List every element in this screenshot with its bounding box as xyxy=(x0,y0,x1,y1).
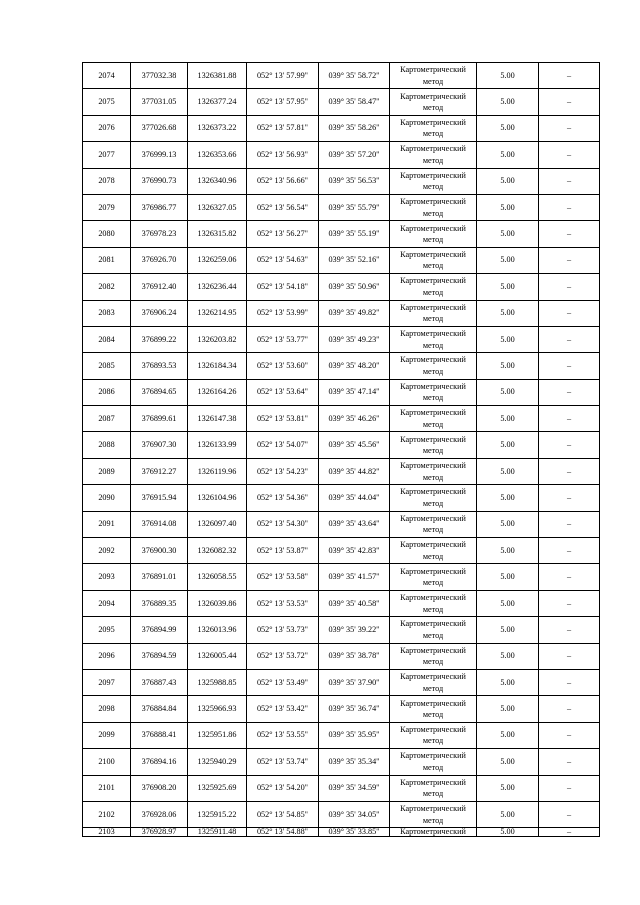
y-coordinate-cell: 1326377.24 xyxy=(188,89,247,115)
table-row xyxy=(83,115,600,141)
method-cell: Картометрический метод xyxy=(390,115,477,141)
note-cell: – xyxy=(539,63,600,89)
x-coordinate-cell: 376891.01 xyxy=(131,564,188,590)
longitude-cell: 039° 35' 44.82" xyxy=(319,458,390,484)
table-row xyxy=(83,538,600,564)
table-row xyxy=(83,194,600,220)
note-cell: – xyxy=(539,432,600,458)
table-row xyxy=(83,617,600,643)
longitude-cell: 039° 35' 34.59" xyxy=(319,775,390,801)
note-cell: – xyxy=(539,115,600,141)
longitude-cell: 039° 35' 45.56" xyxy=(319,432,390,458)
accuracy-cell: 5.00 xyxy=(477,142,539,168)
y-coordinate-cell: 1326097.40 xyxy=(188,511,247,537)
latitude-cell: 052° 13' 53.72" xyxy=(247,643,319,669)
x-coordinate-cell: 376990.73 xyxy=(131,168,188,194)
point-number-cell: 2090 xyxy=(83,485,131,511)
latitude-cell: 052° 13' 53.99" xyxy=(247,300,319,326)
longitude-cell: 039° 35' 37.90" xyxy=(319,669,390,695)
accuracy-cell: 5.00 xyxy=(477,326,539,352)
table-row xyxy=(83,828,600,837)
accuracy-cell: 5.00 xyxy=(477,247,539,273)
point-number-cell: 2099 xyxy=(83,722,131,748)
note-cell: – xyxy=(539,274,600,300)
accuracy-cell: 5.00 xyxy=(477,63,539,89)
y-coordinate-cell: 1325915.22 xyxy=(188,801,247,827)
point-number-cell: 2101 xyxy=(83,775,131,801)
table-row xyxy=(83,406,600,432)
table-body xyxy=(83,63,600,837)
point-number-cell: 2089 xyxy=(83,458,131,484)
point-number-cell: 2100 xyxy=(83,749,131,775)
method-cell: Картометрический метод xyxy=(390,775,477,801)
x-coordinate-cell: 376999.13 xyxy=(131,142,188,168)
y-coordinate-cell: 1326058.55 xyxy=(188,564,247,590)
point-number-cell: 2102 xyxy=(83,801,131,827)
latitude-cell: 052° 13' 57.99" xyxy=(247,63,319,89)
longitude-cell: 039° 35' 33.85" xyxy=(319,828,390,837)
longitude-cell: 039° 35' 48.20" xyxy=(319,353,390,379)
y-coordinate-cell: 1326327.05 xyxy=(188,194,247,220)
latitude-cell: 052° 13' 54.63" xyxy=(247,247,319,273)
table-row xyxy=(83,643,600,669)
x-coordinate-cell: 377031.05 xyxy=(131,89,188,115)
latitude-cell: 052° 13' 53.73" xyxy=(247,617,319,643)
point-number-cell: 2085 xyxy=(83,353,131,379)
method-cell: Картометрический метод xyxy=(390,406,477,432)
latitude-cell: 052° 13' 54.18" xyxy=(247,274,319,300)
accuracy-cell: 5.00 xyxy=(477,696,539,722)
x-coordinate-cell: 376894.16 xyxy=(131,749,188,775)
latitude-cell: 052° 13' 53.49" xyxy=(247,669,319,695)
x-coordinate-cell: 377026.68 xyxy=(131,115,188,141)
note-cell: – xyxy=(539,722,600,748)
table-row xyxy=(83,590,600,616)
y-coordinate-cell: 1326119.96 xyxy=(188,458,247,484)
y-coordinate-cell: 1325911.48 xyxy=(188,828,247,837)
accuracy-cell: 5.00 xyxy=(477,775,539,801)
y-coordinate-cell: 1325966.93 xyxy=(188,696,247,722)
longitude-cell: 039° 35' 57.20" xyxy=(319,142,390,168)
x-coordinate-cell: 376888.41 xyxy=(131,722,188,748)
accuracy-cell: 5.00 xyxy=(477,221,539,247)
note-cell: – xyxy=(539,749,600,775)
latitude-cell: 052° 13' 53.64" xyxy=(247,379,319,405)
x-coordinate-cell: 376899.22 xyxy=(131,326,188,352)
note-cell: – xyxy=(539,669,600,695)
y-coordinate-cell: 1326039.86 xyxy=(188,590,247,616)
method-cell: Картометрический метод xyxy=(390,353,477,379)
point-number-cell: 2091 xyxy=(83,511,131,537)
table-row xyxy=(83,274,600,300)
latitude-cell: 052° 13' 53.55" xyxy=(247,722,319,748)
accuracy-cell: 5.00 xyxy=(477,194,539,220)
point-number-cell: 2098 xyxy=(83,696,131,722)
point-number-cell: 2082 xyxy=(83,274,131,300)
y-coordinate-cell: 1326013.96 xyxy=(188,617,247,643)
note-cell: – xyxy=(539,194,600,220)
accuracy-cell: 5.00 xyxy=(477,406,539,432)
coordinates-table xyxy=(82,62,600,837)
accuracy-cell: 5.00 xyxy=(477,617,539,643)
latitude-cell: 052° 13' 57.81" xyxy=(247,115,319,141)
longitude-cell: 039° 35' 58.72" xyxy=(319,63,390,89)
latitude-cell: 052° 13' 53.87" xyxy=(247,538,319,564)
accuracy-cell: 5.00 xyxy=(477,379,539,405)
accuracy-cell: 5.00 xyxy=(477,590,539,616)
note-cell: – xyxy=(539,353,600,379)
method-cell: Картометрический метод xyxy=(390,326,477,352)
note-cell: – xyxy=(539,89,600,115)
accuracy-cell: 5.00 xyxy=(477,643,539,669)
method-cell: Картометрический метод xyxy=(390,538,477,564)
latitude-cell: 052° 13' 53.74" xyxy=(247,749,319,775)
method-cell: Картометрический метод xyxy=(390,63,477,89)
latitude-cell: 052° 13' 54.85" xyxy=(247,801,319,827)
y-coordinate-cell: 1325951.86 xyxy=(188,722,247,748)
y-coordinate-cell: 1325940.29 xyxy=(188,749,247,775)
method-cell: Картометрический метод xyxy=(390,669,477,695)
point-number-cell: 2087 xyxy=(83,406,131,432)
method-cell: Картометрический метод xyxy=(390,643,477,669)
method-cell: Картометрический метод xyxy=(390,696,477,722)
table-row xyxy=(83,432,600,458)
x-coordinate-cell: 376893.53 xyxy=(131,353,188,379)
note-cell: – xyxy=(539,617,600,643)
table-row xyxy=(83,669,600,695)
method-cell: Картометрический метод xyxy=(390,300,477,326)
note-cell: – xyxy=(539,142,600,168)
accuracy-cell: 5.00 xyxy=(477,458,539,484)
y-coordinate-cell: 1326082.32 xyxy=(188,538,247,564)
point-number-cell: 2078 xyxy=(83,168,131,194)
method-cell: Картометрический метод xyxy=(390,221,477,247)
note-cell: – xyxy=(539,801,600,827)
note-cell: – xyxy=(539,590,600,616)
note-cell: – xyxy=(539,538,600,564)
x-coordinate-cell: 376914.08 xyxy=(131,511,188,537)
y-coordinate-cell: 1326315.82 xyxy=(188,221,247,247)
y-coordinate-cell: 1326184.34 xyxy=(188,353,247,379)
point-number-cell: 2081 xyxy=(83,247,131,273)
x-coordinate-cell: 376928.06 xyxy=(131,801,188,827)
table-row xyxy=(83,247,600,273)
x-coordinate-cell: 376915.94 xyxy=(131,485,188,511)
x-coordinate-cell: 376887.43 xyxy=(131,669,188,695)
y-coordinate-cell: 1326164.26 xyxy=(188,379,247,405)
longitude-cell: 039° 35' 55.19" xyxy=(319,221,390,247)
x-coordinate-cell: 377032.38 xyxy=(131,63,188,89)
y-coordinate-cell: 1325925.69 xyxy=(188,775,247,801)
x-coordinate-cell: 376907.30 xyxy=(131,432,188,458)
latitude-cell: 052° 13' 53.60" xyxy=(247,353,319,379)
longitude-cell: 039° 35' 46.26" xyxy=(319,406,390,432)
point-number-cell: 2095 xyxy=(83,617,131,643)
table-row xyxy=(83,353,600,379)
table-row xyxy=(83,326,600,352)
table-row xyxy=(83,722,600,748)
table-row xyxy=(83,221,600,247)
latitude-cell: 052° 13' 56.27" xyxy=(247,221,319,247)
accuracy-cell: 5.00 xyxy=(477,801,539,827)
y-coordinate-cell: 1326381.88 xyxy=(188,63,247,89)
note-cell: – xyxy=(539,247,600,273)
note-cell: – xyxy=(539,643,600,669)
y-coordinate-cell: 1326104.96 xyxy=(188,485,247,511)
point-number-cell: 2094 xyxy=(83,590,131,616)
latitude-cell: 052° 13' 54.20" xyxy=(247,775,319,801)
method-cell: Картометрический метод xyxy=(390,379,477,405)
accuracy-cell: 5.00 xyxy=(477,722,539,748)
x-coordinate-cell: 376912.27 xyxy=(131,458,188,484)
table-row xyxy=(83,379,600,405)
point-number-cell: 2093 xyxy=(83,564,131,590)
x-coordinate-cell: 376912.40 xyxy=(131,274,188,300)
note-cell: – xyxy=(539,300,600,326)
y-coordinate-cell: 1326340.96 xyxy=(188,168,247,194)
point-number-cell: 2079 xyxy=(83,194,131,220)
y-coordinate-cell: 1326373.22 xyxy=(188,115,247,141)
x-coordinate-cell: 376884.84 xyxy=(131,696,188,722)
longitude-cell: 039° 35' 41.57" xyxy=(319,564,390,590)
x-coordinate-cell: 376899.61 xyxy=(131,406,188,432)
latitude-cell: 052° 13' 56.66" xyxy=(247,168,319,194)
point-number-cell: 2092 xyxy=(83,538,131,564)
y-coordinate-cell: 1326236.44 xyxy=(188,274,247,300)
table-row xyxy=(83,801,600,827)
method-cell: Картометрический метод xyxy=(390,194,477,220)
table-row xyxy=(83,168,600,194)
longitude-cell: 039° 35' 47.14" xyxy=(319,379,390,405)
x-coordinate-cell: 376908.20 xyxy=(131,775,188,801)
accuracy-cell: 5.00 xyxy=(477,564,539,590)
point-number-cell: 2103 xyxy=(83,828,131,837)
x-coordinate-cell: 376894.59 xyxy=(131,643,188,669)
method-cell: Картометрический метод xyxy=(390,142,477,168)
point-number-cell: 2083 xyxy=(83,300,131,326)
method-cell: Картометрический метод xyxy=(390,432,477,458)
note-cell: – xyxy=(539,696,600,722)
table-row xyxy=(83,63,600,89)
x-coordinate-cell: 376978.23 xyxy=(131,221,188,247)
longitude-cell: 039° 35' 50.96" xyxy=(319,274,390,300)
y-coordinate-cell: 1326259.06 xyxy=(188,247,247,273)
point-number-cell: 2080 xyxy=(83,221,131,247)
note-cell: – xyxy=(539,485,600,511)
latitude-cell: 052° 13' 53.58" xyxy=(247,564,319,590)
x-coordinate-cell: 376928.97 xyxy=(131,828,188,837)
longitude-cell: 039° 35' 35.34" xyxy=(319,749,390,775)
longitude-cell: 039° 35' 56.53" xyxy=(319,168,390,194)
point-number-cell: 2075 xyxy=(83,89,131,115)
accuracy-cell: 5.00 xyxy=(477,749,539,775)
note-cell: – xyxy=(539,168,600,194)
latitude-cell: 052° 13' 53.81" xyxy=(247,406,319,432)
point-number-cell: 2097 xyxy=(83,669,131,695)
point-number-cell: 2077 xyxy=(83,142,131,168)
accuracy-cell: 5.00 xyxy=(477,168,539,194)
method-cell: Картометрический метод xyxy=(390,511,477,537)
latitude-cell: 052° 13' 57.95" xyxy=(247,89,319,115)
longitude-cell: 039° 35' 36.74" xyxy=(319,696,390,722)
x-coordinate-cell: 376986.77 xyxy=(131,194,188,220)
latitude-cell: 052° 13' 54.07" xyxy=(247,432,319,458)
method-cell: Картометрический метод xyxy=(390,274,477,300)
table-row xyxy=(83,775,600,801)
method-cell: Картометрический метод xyxy=(390,801,477,827)
x-coordinate-cell: 376894.65 xyxy=(131,379,188,405)
method-cell: Картометрический метод xyxy=(390,564,477,590)
note-cell: – xyxy=(539,326,600,352)
y-coordinate-cell: 1326005.44 xyxy=(188,643,247,669)
y-coordinate-cell: 1326203.82 xyxy=(188,326,247,352)
accuracy-cell: 5.00 xyxy=(477,115,539,141)
latitude-cell: 052° 13' 54.23" xyxy=(247,458,319,484)
longitude-cell: 039° 35' 39.22" xyxy=(319,617,390,643)
latitude-cell: 052° 13' 53.77" xyxy=(247,326,319,352)
longitude-cell: 039° 35' 38.78" xyxy=(319,643,390,669)
point-number-cell: 2074 xyxy=(83,63,131,89)
point-number-cell: 2084 xyxy=(83,326,131,352)
latitude-cell: 052° 13' 54.88" xyxy=(247,828,319,837)
y-coordinate-cell: 1325988.85 xyxy=(188,669,247,695)
table-row xyxy=(83,300,600,326)
accuracy-cell: 5.00 xyxy=(477,485,539,511)
y-coordinate-cell: 1326353.66 xyxy=(188,142,247,168)
longitude-cell: 039° 35' 58.26" xyxy=(319,115,390,141)
method-cell: Картометрический метод xyxy=(390,247,477,273)
latitude-cell: 052° 13' 56.54" xyxy=(247,194,319,220)
longitude-cell: 039° 35' 43.64" xyxy=(319,511,390,537)
table-row xyxy=(83,564,600,590)
longitude-cell: 039° 35' 58.47" xyxy=(319,89,390,115)
y-coordinate-cell: 1326147.38 xyxy=(188,406,247,432)
accuracy-cell: 5.00 xyxy=(477,538,539,564)
note-cell: – xyxy=(539,828,600,837)
longitude-cell: 039° 35' 55.79" xyxy=(319,194,390,220)
x-coordinate-cell: 376900.30 xyxy=(131,538,188,564)
note-cell: – xyxy=(539,775,600,801)
longitude-cell: 039° 35' 44.04" xyxy=(319,485,390,511)
longitude-cell: 039° 35' 34.05" xyxy=(319,801,390,827)
note-cell: – xyxy=(539,511,600,537)
point-number-cell: 2096 xyxy=(83,643,131,669)
table-row xyxy=(83,89,600,115)
accuracy-cell: 5.00 xyxy=(477,274,539,300)
table-row xyxy=(83,696,600,722)
accuracy-cell: 5.00 xyxy=(477,432,539,458)
latitude-cell: 052° 13' 53.42" xyxy=(247,696,319,722)
y-coordinate-cell: 1326133.99 xyxy=(188,432,247,458)
longitude-cell: 039° 35' 52.16" xyxy=(319,247,390,273)
method-cell: Картометрический метод xyxy=(390,168,477,194)
note-cell: – xyxy=(539,564,600,590)
method-cell: Картометрический xyxy=(390,828,477,837)
x-coordinate-cell: 376894.99 xyxy=(131,617,188,643)
point-number-cell: 2086 xyxy=(83,379,131,405)
latitude-cell: 052° 13' 53.53" xyxy=(247,590,319,616)
method-cell: Картометрический метод xyxy=(390,749,477,775)
table-row xyxy=(83,749,600,775)
longitude-cell: 039° 35' 42.83" xyxy=(319,538,390,564)
table-row xyxy=(83,511,600,537)
table-row xyxy=(83,142,600,168)
latitude-cell: 052° 13' 56.93" xyxy=(247,142,319,168)
method-cell: Картометрический метод xyxy=(390,485,477,511)
latitude-cell: 052° 13' 54.30" xyxy=(247,511,319,537)
method-cell: Картометрический метод xyxy=(390,590,477,616)
note-cell: – xyxy=(539,406,600,432)
method-cell: Картометрический метод xyxy=(390,458,477,484)
y-coordinate-cell: 1326214.95 xyxy=(188,300,247,326)
x-coordinate-cell: 376889.35 xyxy=(131,590,188,616)
point-number-cell: 2088 xyxy=(83,432,131,458)
note-cell: – xyxy=(539,221,600,247)
method-cell: Картометрический метод xyxy=(390,617,477,643)
longitude-cell: 039° 35' 35.95" xyxy=(319,722,390,748)
note-cell: – xyxy=(539,458,600,484)
table-row xyxy=(83,485,600,511)
accuracy-cell: 5.00 xyxy=(477,511,539,537)
longitude-cell: 039° 35' 40.58" xyxy=(319,590,390,616)
longitude-cell: 039° 35' 49.82" xyxy=(319,300,390,326)
latitude-cell: 052° 13' 54.36" xyxy=(247,485,319,511)
accuracy-cell: 5.00 xyxy=(477,353,539,379)
x-coordinate-cell: 376926.70 xyxy=(131,247,188,273)
table-row xyxy=(83,458,600,484)
method-cell: Картометрический метод xyxy=(390,89,477,115)
accuracy-cell: 5.00 xyxy=(477,828,539,837)
accuracy-cell: 5.00 xyxy=(477,300,539,326)
note-cell: – xyxy=(539,379,600,405)
x-coordinate-cell: 376906.24 xyxy=(131,300,188,326)
point-number-cell: 2076 xyxy=(83,115,131,141)
longitude-cell: 039° 35' 49.23" xyxy=(319,326,390,352)
method-cell: Картометрический метод xyxy=(390,722,477,748)
accuracy-cell: 5.00 xyxy=(477,669,539,695)
accuracy-cell: 5.00 xyxy=(477,89,539,115)
